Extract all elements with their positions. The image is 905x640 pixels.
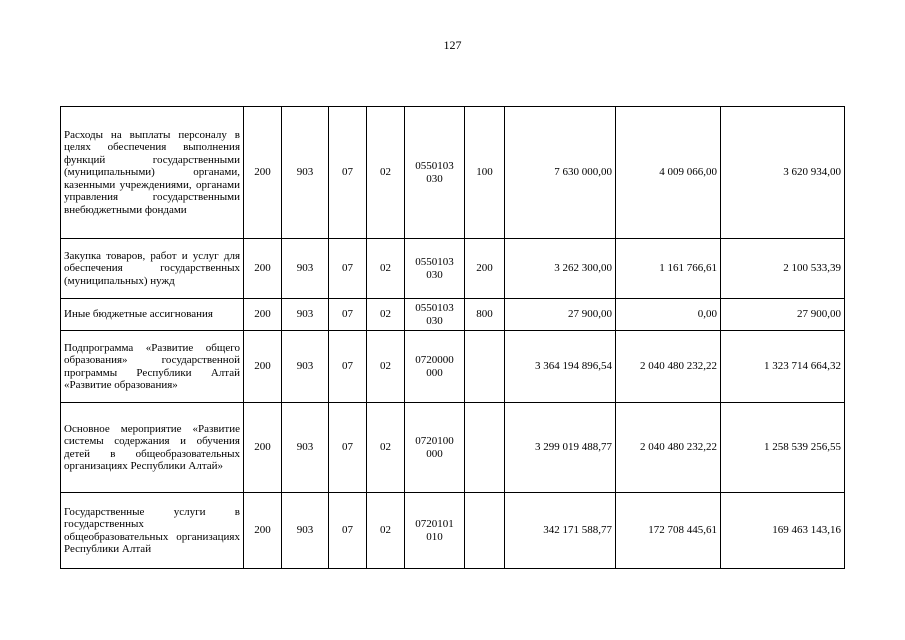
table-row: [61, 239, 845, 299]
row-description: Государственные услуги в государственных общеобразовательных организациях Республики Алтай: [61, 493, 244, 569]
ministry-cell: 903: [282, 239, 329, 299]
amount-total-cell: 3 262 300,00: [505, 239, 616, 299]
row-description: Закупка товаров, работ и услуг для обеспечения государственных (муниципальных) нужд: [61, 239, 244, 299]
section-cell: 07: [329, 107, 367, 239]
amount-remaining-cell: 3 620 934,00: [721, 107, 845, 239]
subsection-cell: 02: [367, 107, 405, 239]
expense-type-cell: 800: [465, 299, 505, 331]
target-article-cell: 0720100 000: [405, 403, 465, 493]
code-cell: 200: [244, 403, 282, 493]
expense-type-cell: 100: [465, 107, 505, 239]
target-article-cell: 0720000 000: [405, 331, 465, 403]
ministry-cell: 903: [282, 299, 329, 331]
table-row: [61, 493, 845, 569]
budget-table: [60, 106, 845, 569]
table-body: [61, 107, 845, 569]
code-cell: 200: [244, 107, 282, 239]
amount-remaining-cell: 1 323 714 664,32: [721, 331, 845, 403]
expense-type-cell: 200: [465, 239, 505, 299]
target-article-cell: 0720101 010: [405, 493, 465, 569]
table-row: [61, 107, 845, 239]
expense-type-cell: [465, 403, 505, 493]
subsection-cell: 02: [367, 493, 405, 569]
section-cell: 07: [329, 493, 367, 569]
section-cell: 07: [329, 403, 367, 493]
target-article-cell: 0550103 030: [405, 299, 465, 331]
code-cell: 200: [244, 239, 282, 299]
page-number: 127: [443, 38, 462, 52]
code-cell: 200: [244, 493, 282, 569]
subsection-cell: 02: [367, 331, 405, 403]
row-description: Иные бюджетные ассигнования: [61, 299, 244, 331]
subsection-cell: 02: [367, 299, 405, 331]
amount-spent-cell: 2 040 480 232,22: [616, 403, 721, 493]
row-description: Расходы на выплаты персоналу в целях обеспечения выполнения функций государственными (муниципальными) органами, казенными учреждениями, органами управления государственными внебюджетными фондами: [61, 107, 244, 239]
amount-remaining-cell: 2 100 533,39: [721, 239, 845, 299]
subsection-cell: 02: [367, 239, 405, 299]
ministry-cell: 903: [282, 107, 329, 239]
subsection-cell: 02: [367, 403, 405, 493]
amount-total-cell: 342 171 588,77: [505, 493, 616, 569]
section-cell: 07: [329, 239, 367, 299]
amount-remaining-cell: 27 900,00: [721, 299, 845, 331]
table-row: [61, 331, 845, 403]
amount-remaining-cell: 169 463 143,16: [721, 493, 845, 569]
amount-spent-cell: 172 708 445,61: [616, 493, 721, 569]
code-cell: 200: [244, 299, 282, 331]
target-article-cell: 0550103 030: [405, 239, 465, 299]
row-description: Подпрограмма «Развитие общего образования» государственной программы Республики Алтай «Развитие образования»: [61, 331, 244, 403]
section-cell: 07: [329, 331, 367, 403]
section-cell: 07: [329, 299, 367, 331]
amount-spent-cell: 2 040 480 232,22: [616, 331, 721, 403]
amount-total-cell: 27 900,00: [505, 299, 616, 331]
amount-total-cell: 3 364 194 896,54: [505, 331, 616, 403]
amount-spent-cell: 1 161 766,61: [616, 239, 721, 299]
amount-spent-cell: 4 009 066,00: [616, 107, 721, 239]
row-description: Основное мероприятие «Развитие системы содержания и обучения детей в общеобразовательных организациях Республики Алтай»: [61, 403, 244, 493]
amount-remaining-cell: 1 258 539 256,55: [721, 403, 845, 493]
amount-total-cell: 7 630 000,00: [505, 107, 616, 239]
ministry-cell: 903: [282, 403, 329, 493]
table-row: [61, 299, 845, 331]
amount-spent-cell: 0,00: [616, 299, 721, 331]
amount-total-cell: 3 299 019 488,77: [505, 403, 616, 493]
code-cell: 200: [244, 331, 282, 403]
expense-type-cell: [465, 331, 505, 403]
table-row: [61, 403, 845, 493]
ministry-cell: 903: [282, 331, 329, 403]
expense-type-cell: [465, 493, 505, 569]
target-article-cell: 0550103 030: [405, 107, 465, 239]
ministry-cell: 903: [282, 493, 329, 569]
